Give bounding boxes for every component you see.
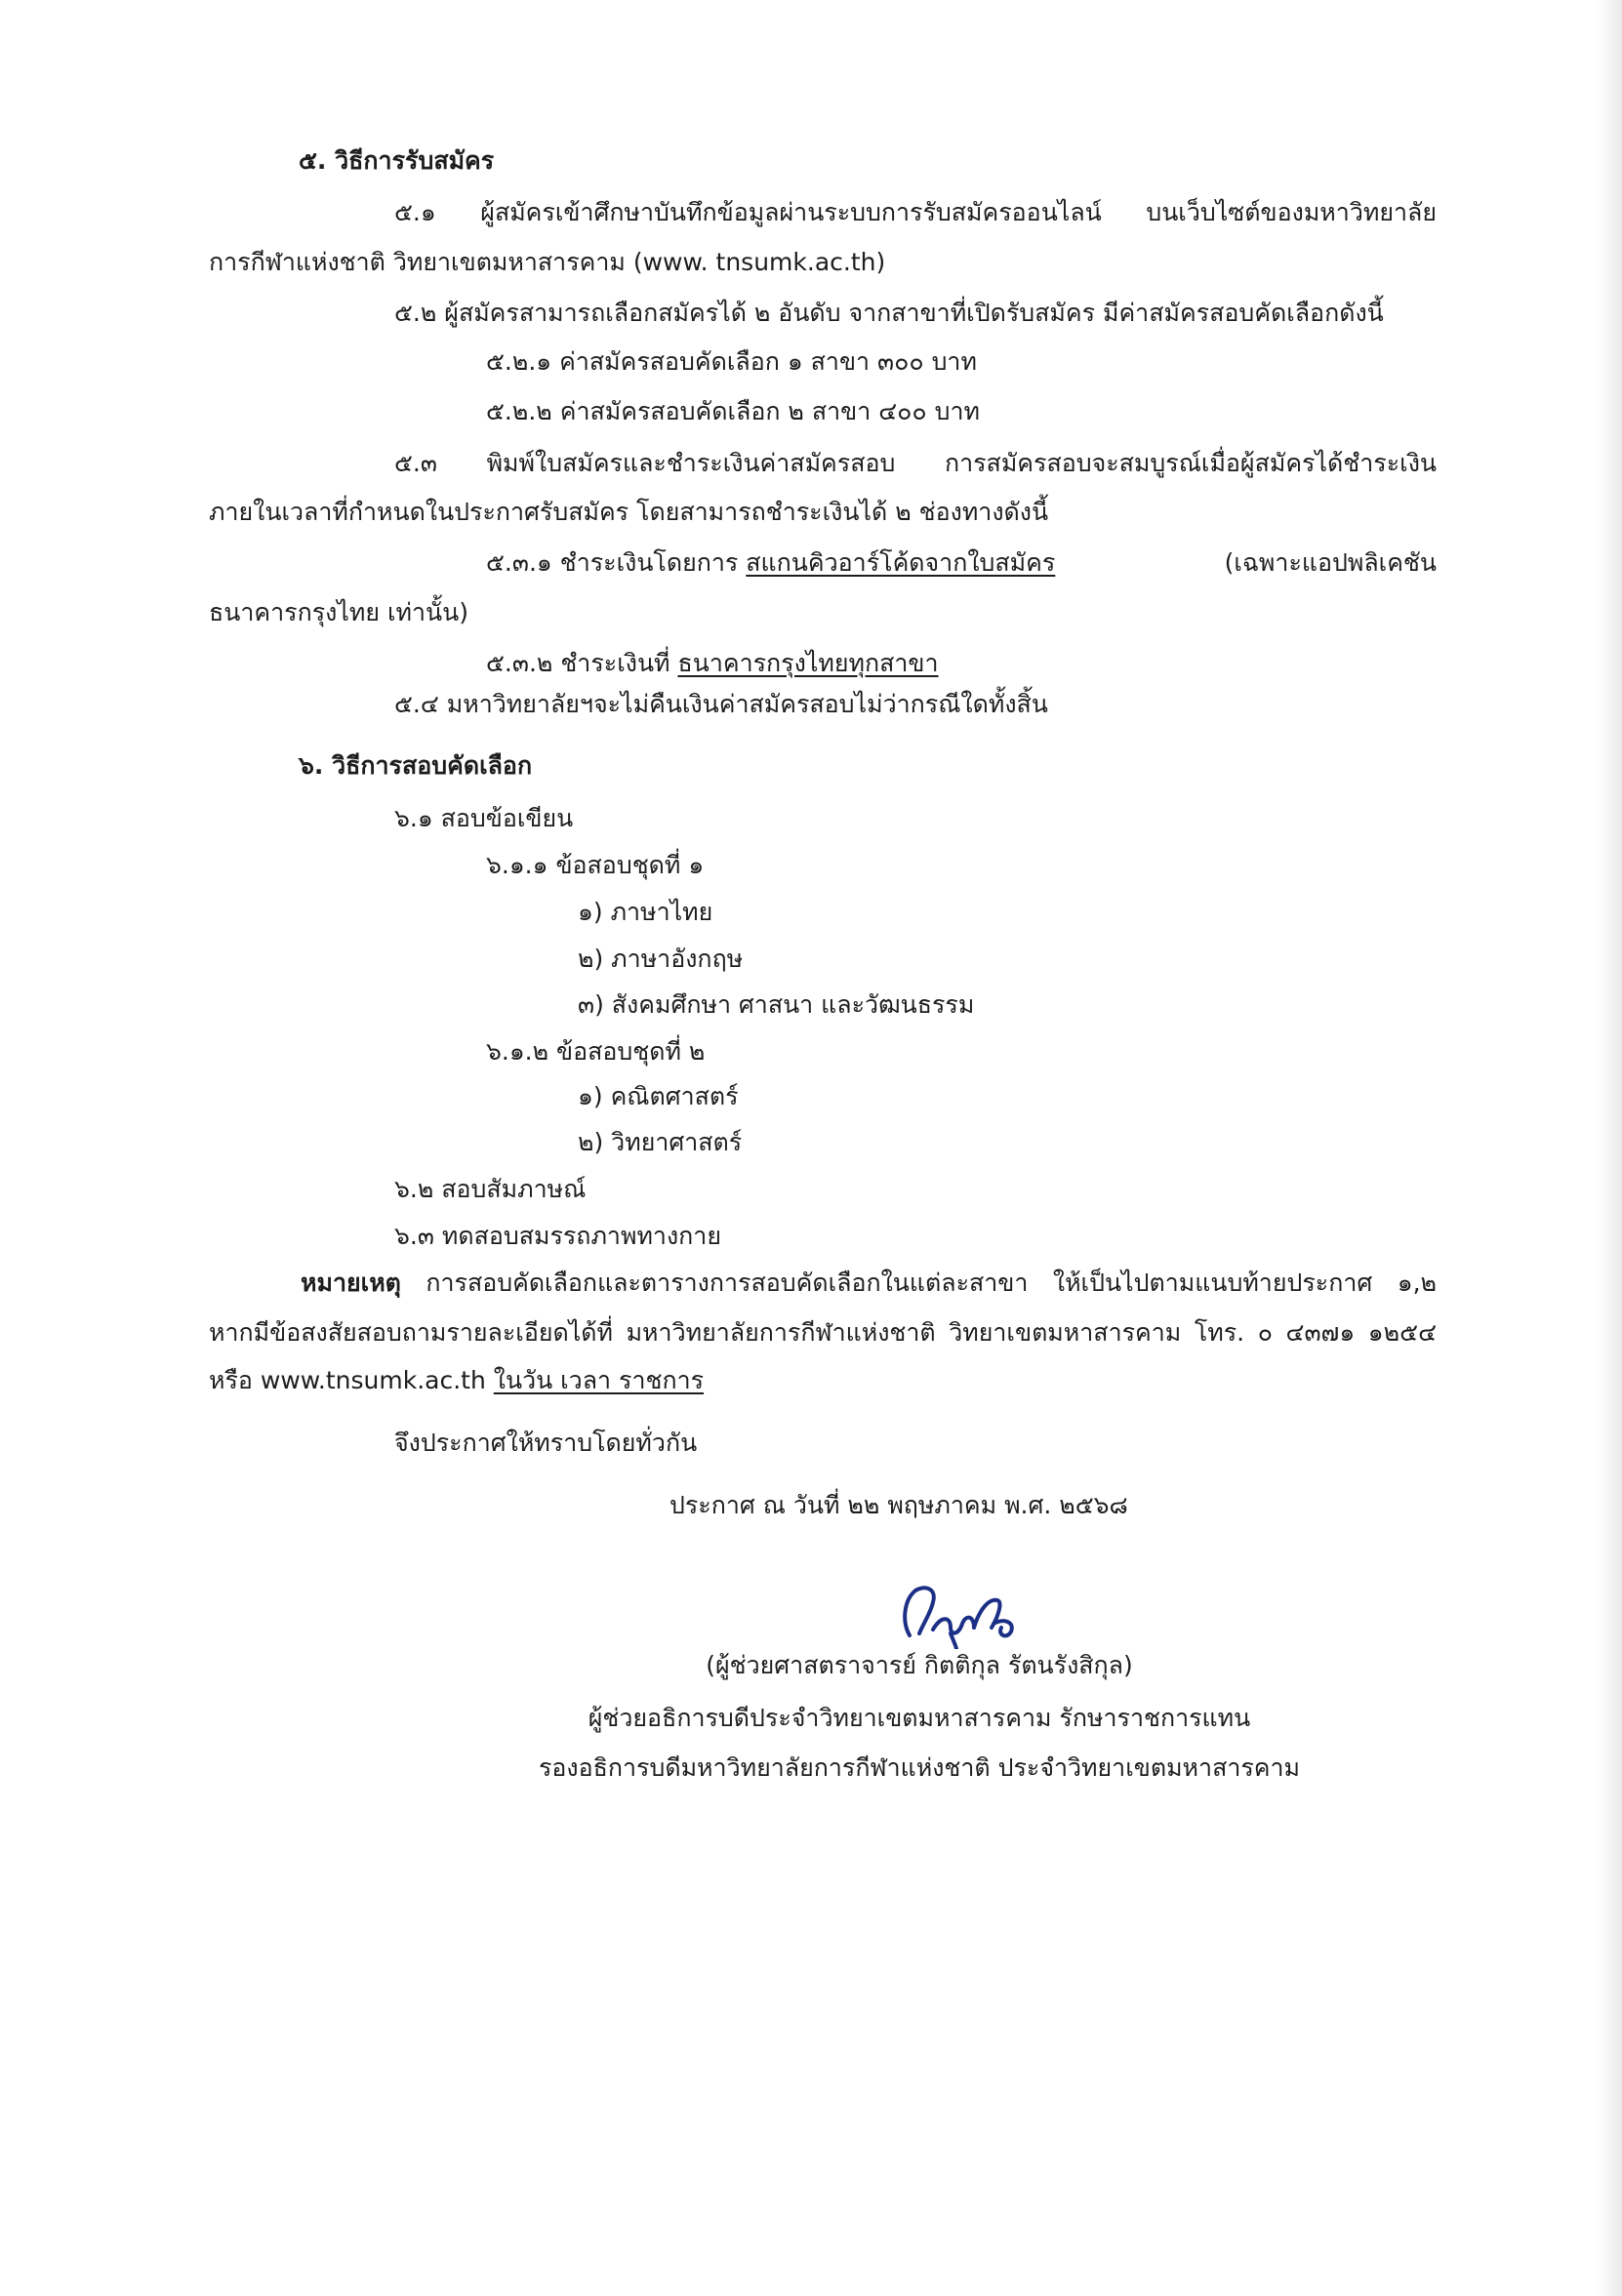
- item-5-3-line-1: ๕.๓ พิมพ์ใบสมัครและชำระเงินค่าสมัครสอบ การสมัครสอบจะสมบูรณ์เมื่อผู้สมัครได้ชำระเงิน: [394, 449, 1437, 477]
- item-6-3: ๖.๓ ทดสอบสมรรถภาพทางกาย: [394, 1222, 721, 1250]
- item-5-2: ๕.๒ ผู้สมัครสามารถเลือกสมัครได้ ๒ อันดับ จากสาขาที่เปิดรับสมัคร มีค่าสมัครสอบคัดเลือกดังนี้: [394, 299, 1384, 327]
- item-5-4: ๕.๔ มหาวิทยาลัยฯจะไม่คืนเงินค่าสมัครสอบไม่ว่ากรณีใดทั้งสิ้น: [394, 690, 1048, 718]
- item-5-3-1-line-2: ธนาคารกรุงไทย เท่านั้น): [209, 598, 468, 626]
- subject-english: ๒) ภาษาอังกฤษ: [578, 945, 744, 973]
- announcement-date: ประกาศ ณ วันที่ ๒๒ พฤษภาคม พ.ศ. ๒๕๖๘: [669, 1491, 1128, 1519]
- item-5-3-1-suffix: (เฉพาะแอปพลิเคชัน: [1224, 548, 1437, 577]
- subject-science: ๒) วิทยาศาสตร์: [578, 1128, 743, 1156]
- item-6-1: ๖.๑ สอบข้อเขียน: [394, 804, 574, 832]
- office-hours-text: ในวัน เวลา ราชการ: [493, 1366, 705, 1394]
- subject-social-studies: ๓) สังคมศึกษา ศาสนา และวัฒนธรรม: [578, 990, 975, 1019]
- item-5-2-2: ๕.๒.๒ ค่าสมัครสอบคัดเลือก ๒ สาขา ๔๐๐ บาท: [486, 397, 981, 425]
- section-6-heading: ๖. วิธีการสอบคัดเลือก: [299, 751, 533, 780]
- note-line-1: [301, 1267, 1437, 1300]
- note-line-3-prefix: หรือ www.tnsumk.ac.th: [209, 1366, 494, 1394]
- item-5-3-1-prefix: ๕.๓.๑ ชำระเงินโดยการ: [486, 548, 747, 577]
- signatory-position-1: ผู้ช่วยอธิการบดีประจำวิทยาเขตมหาสารคาม รักษาราชการแทน: [588, 1704, 1251, 1732]
- item-5-3-2-prefix: ๕.๓.๒ ชำระเงินที่: [486, 649, 678, 677]
- item-5-3-2: [486, 647, 939, 680]
- item-5-1-line-1: ๕.๑ ผู้สมัครเข้าศึกษาบันทึกข้อมูลผ่านระบบการรับสมัครออนไลน์ บนเว็บไซต์ของมหาวิทยาลัย: [394, 198, 1437, 226]
- item-5-1-line-2: การกีฬาแห่งชาติ วิทยาเขตมหาสารคาม (www. tnsumk.ac.th): [209, 248, 886, 276]
- note-line-3: [209, 1364, 704, 1397]
- note-label: หมายเหตุ: [301, 1269, 401, 1297]
- item-6-2: ๖.๒ สอบสัมภาษณ์: [394, 1175, 587, 1203]
- scan-edge-shadow: [1597, 0, 1622, 2296]
- signatory-position-2: รองอธิการบดีมหาวิทยาลัยการกีฬาแห่งชาติ ประจำวิทยาเขตมหาสารคาม: [538, 1753, 1301, 1782]
- item-5-2-1: ๕.๒.๑ ค่าสมัครสอบคัดเลือก ๑ สาขา ๓๐๐ บาท: [486, 347, 977, 376]
- qr-scan-link: สแกนคิวอาร์โค้ดจากใบสมัคร: [746, 548, 1056, 577]
- subject-thai: ๑) ภาษาไทย: [578, 898, 713, 926]
- item-5-3-line-2: ภายในเวลาที่กำหนดในประกาศรับสมัคร โดยสามารถชำระเงินได้ ๒ ช่องทางดังนี้: [209, 498, 1049, 526]
- bank-branches-link: ธนาคารกรุงไทยทุกสาขา: [677, 649, 939, 677]
- note-line-1-text: การสอบคัดเลือกและตารางการสอบคัดเลือกในแต่ละสาขา ให้เป็นไปตามแนบท้ายประกาศ ๑,๒: [400, 1269, 1437, 1297]
- subject-mathematics: ๑) คณิตศาสตร์: [578, 1082, 739, 1110]
- item-6-1-2: ๖.๑.๒ ข้อสอบชุดที่ ๒: [486, 1037, 706, 1066]
- note-line-2: หากมีข้อสงสัยสอบถามรายละเอียดได้ที่ มหาวิทยาลัยการกีฬาแห่งชาติ วิทยาเขตมหาสารคาม โทร. ๐ ๔๓๗๑ ๑๒๕๔: [209, 1318, 1437, 1347]
- closing-statement: จึงประกาศให้ทราบโดยทั่วกัน: [394, 1429, 698, 1457]
- handwritten-signature: [896, 1579, 1023, 1649]
- item-5-3-1-line-1: [486, 546, 1437, 580]
- item-6-1-1: ๖.๑.๑ ข้อสอบชุดที่ ๑: [486, 851, 705, 879]
- signatory-name: (ผู้ช่วยศาสตราจารย์ กิตติกุล รัตนรังสิกุล): [706, 1651, 1133, 1679]
- section-5-heading: ๕. วิธีการรับสมัคร: [299, 146, 495, 175]
